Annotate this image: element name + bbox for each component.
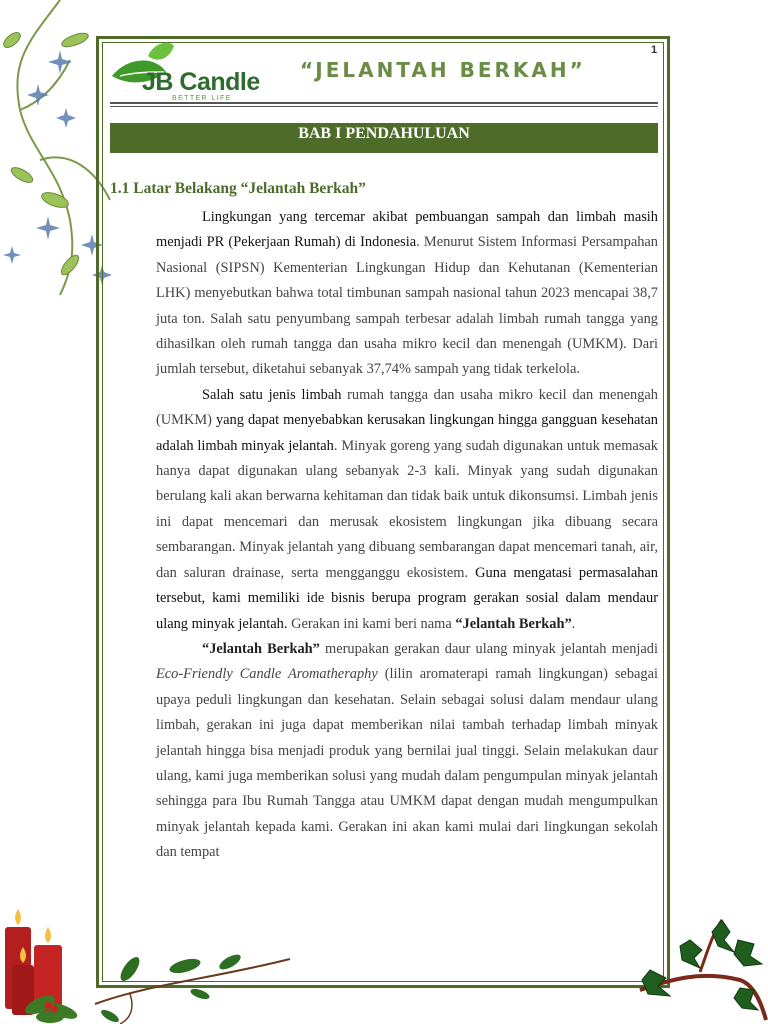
section-heading: 1.1 Latar Belakang “Jelantah Berkah” [110,180,366,197]
body-text [156,205,658,866]
text-run: . Minyak goreng yang sudah digunakan untuk memasak hanya dapat digunakan ulang sebanyak 2-3 kali. Minyak yang sudah digunakan berulang kali akan berwarna kehitaman dan tidak baik untuk dikonsumsi. Limbah jenis ini dapat mencemari dan merusak ekosistem lingkungan jika dibuang secara sembarangan. Minyak jelantah yang dibuang sembarangan dapat mencemari tanah, air, dan saluran drainase, serta mengganggu ekosistem. [156,437,659,581]
bottom-vine-decoration [90,944,330,1024]
document-title: “JELANTAH BERKAH” [300,58,586,82]
header-rule-thin [110,106,658,107]
text-run: merupakan gerakan daur ulang minyak jelantah menjadi [319,640,658,657]
paragraph-2 [156,383,658,637]
text-run: Eco-Friendly Candle Aromatheraphy [156,666,378,683]
paragraph-3 [156,637,658,866]
candles-decoration [0,905,95,1024]
text-run: “Jelantah Berkah” [455,615,572,632]
text-run: “Jelantah Berkah” [202,640,320,657]
paragraph-1 [156,205,658,383]
text-run: rumah tangga dan usaha mikro kecil dan menengah (UMKM) [156,386,658,429]
logo-tagline: BETTER LIFE [172,95,232,102]
page-number: 1 [651,44,658,56]
text-run: Lingkungan yang tercemar akibat pembuangan sampah dan limbah masih menjadi PR (Pekerjaan Rumah) di Indonesia [156,209,658,251]
text-run: Gerakan ini kami beri nama [287,615,456,632]
holly-branch-decoration [630,910,768,1024]
logo-name: JB Candle [142,68,260,96]
header-rule [110,102,658,104]
text-run: yang dapat menyebabkan kerusakan lingkungan hingga gangguan kesehatan adalah limbah minyak jelantah [156,412,658,454]
text-run: . [571,615,576,632]
text-run: (lilin aromaterapi ramah lingkungan) sebagai upaya peduli lingkungan dan kesehatan. Selain sebagai solusi dalam mendaur ulang limbah, gerakan ini juga dapat memberikan nilai tambah terhadap limbah minyak jelantah hingga bisa menjadi produk yang bernilai jual tinggi. Selain melakukan daur ulang, kami juga memberikan solusi yang mudah dalam pengumpulan minyak jelantah sehingga para Ibu Rumah Tangga atau UMKM dapat dengan mudah mengumpulkan minyak jelantah kepada kami. Gerakan ini akan kami mulai dari lingkungan sekolah dan tempat [156,666,658,861]
chapter-heading: BAB I PENDAHULUAN [110,123,658,153]
text-run: . Menurut Sistem Informasi Persampahan Nasional (SIPSN) Kementerian Lingkungan Hidup dan Kehutanan (Kementerian LHK) menyebutkan bahwa total timbunan sampah nasional tahun 2023 mencapai 38,7 juta ton. Salah satu penyumbang sampah terbesar adalah limbah rumah tangga yang dihasilkan oleh rumah tangga dan usaha mikro kecil dan menengah (UMKM). Dari jumlah tersebut, diketahui sebanyak 37,74% sampah yang tidak terkelola. [156,234,658,378]
text-run: Salah satu jenis limbah [202,386,342,403]
text-run: Guna mengatasi permasalahan tersebut, kami memiliki ide bisnis berupa program gerakan sosial dalam mendaur ulang minyak jelantah. [156,564,658,632]
